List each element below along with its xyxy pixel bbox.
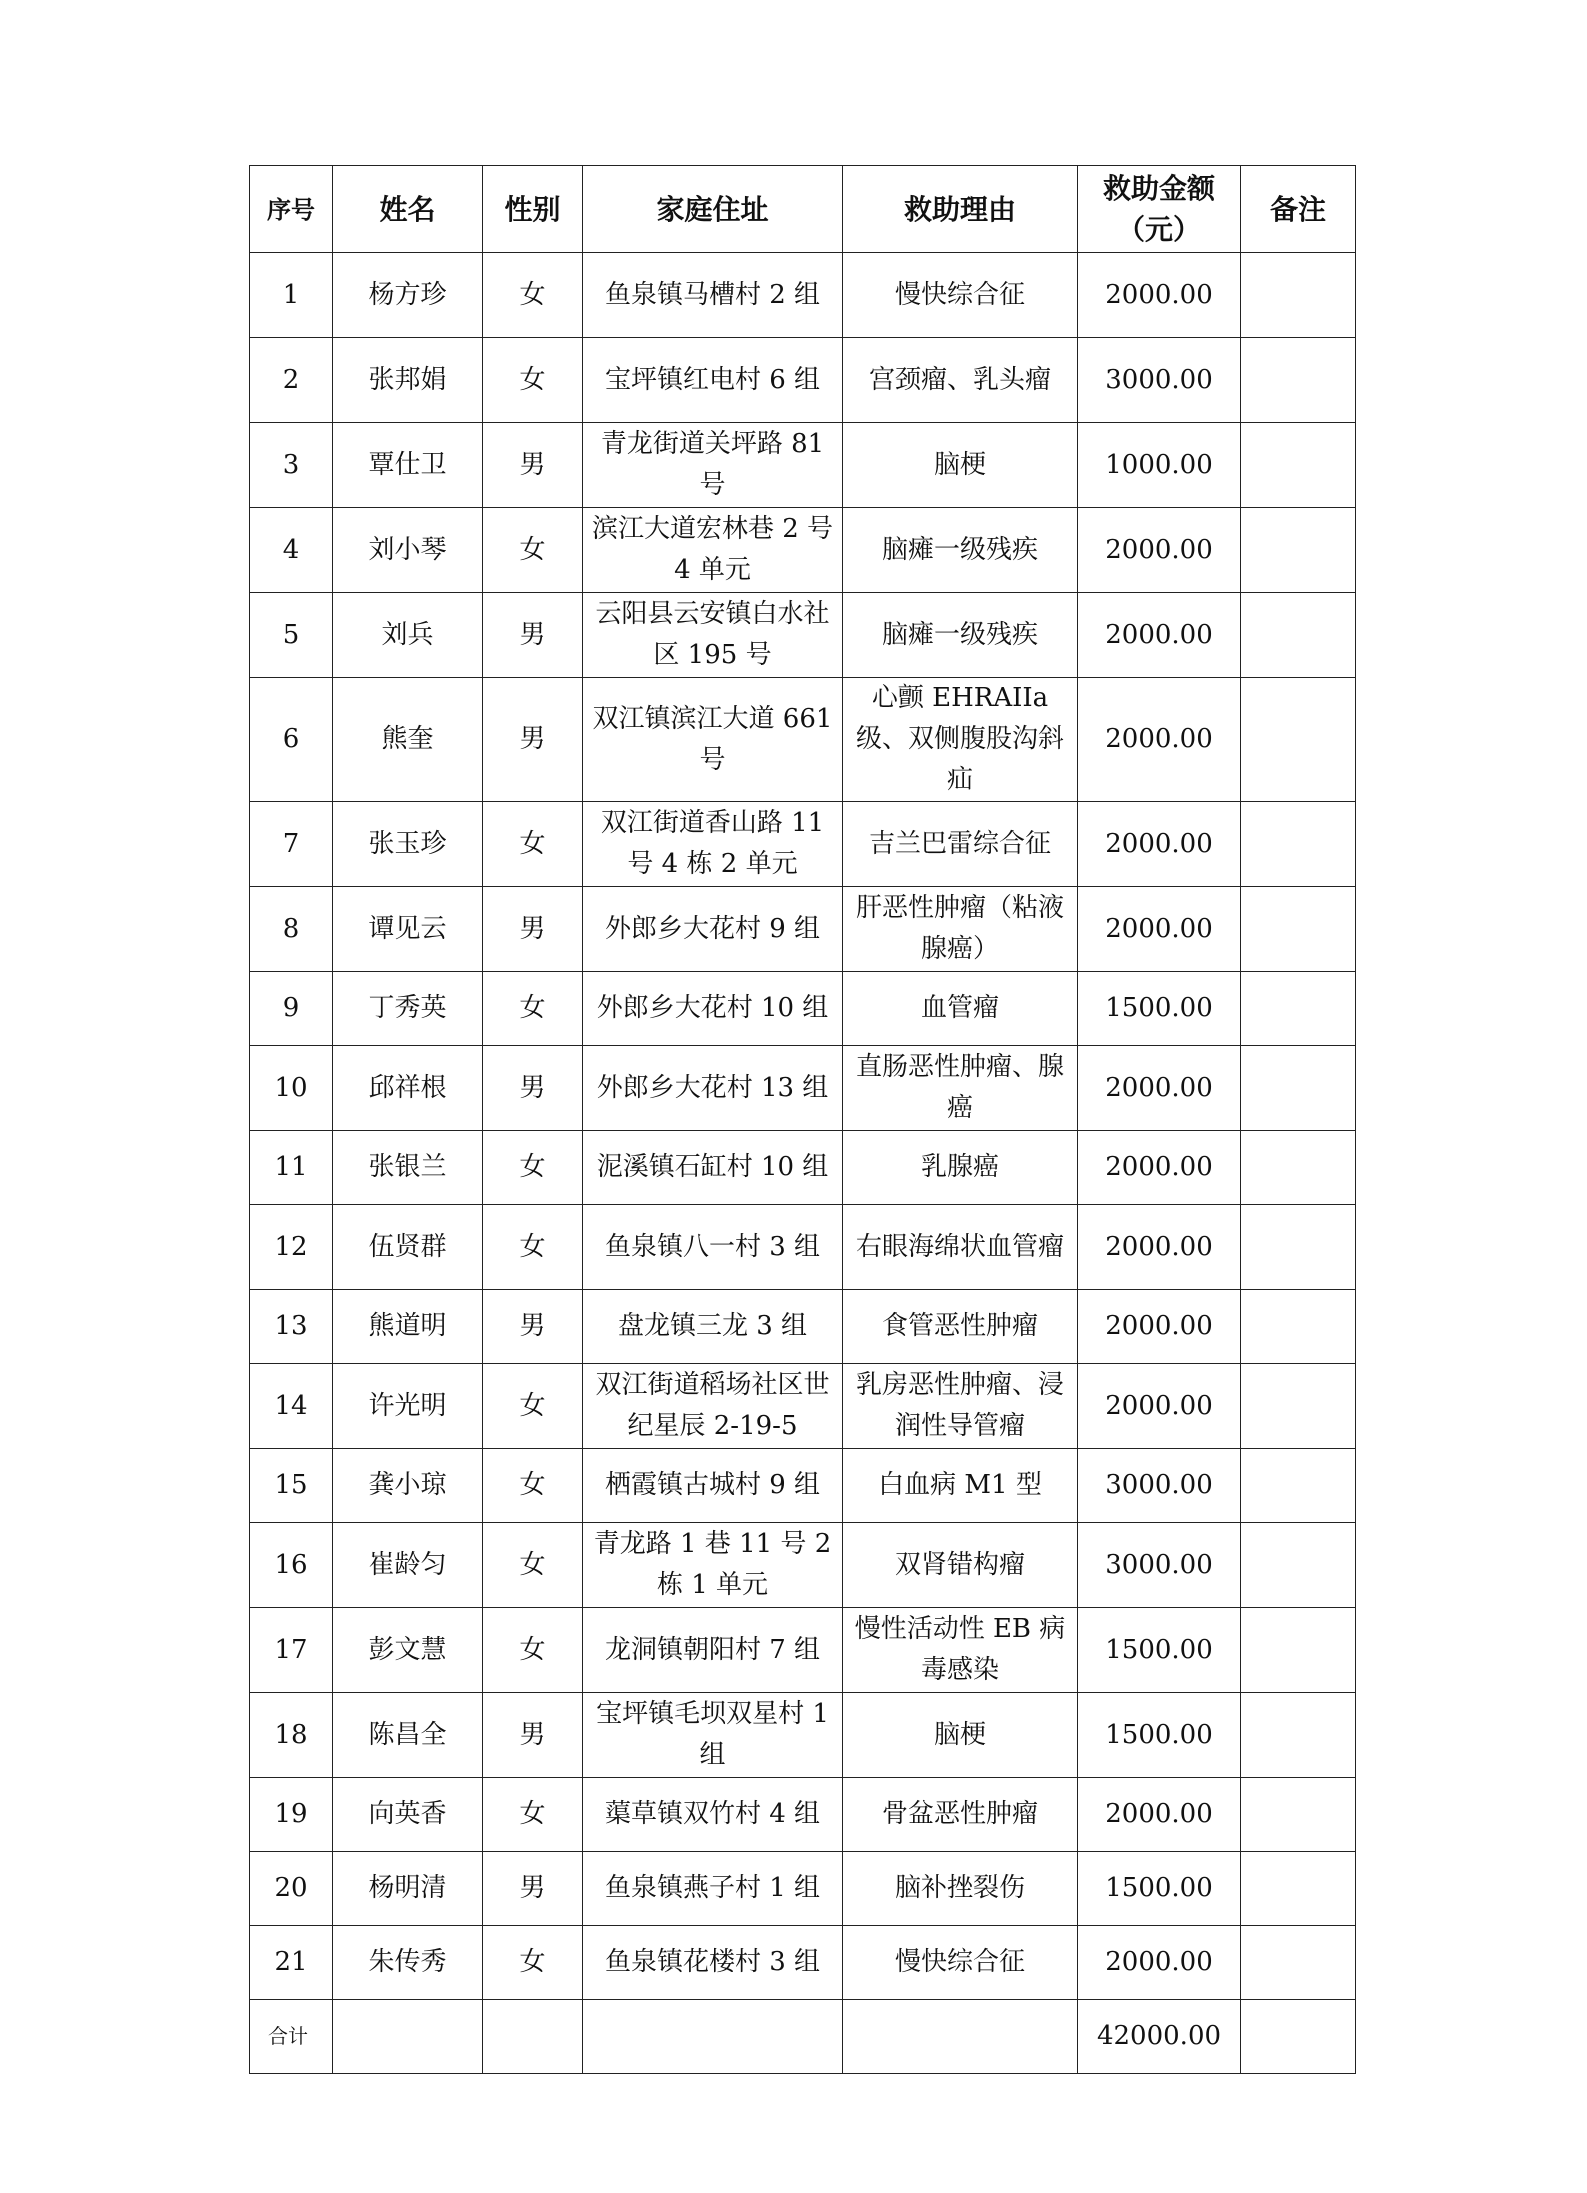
cell-name: 丁秀英 xyxy=(333,972,483,1046)
cell-reason: 宫颈瘤、乳头瘤 xyxy=(843,338,1078,423)
cell-reason: 血管瘤 xyxy=(843,972,1078,1046)
table-row xyxy=(250,1046,1356,1131)
cell-name: 伍贤群 xyxy=(333,1205,483,1290)
cell-address: 鱼泉镇燕子村 1 组 xyxy=(583,1852,843,1926)
cell-gender: 男 xyxy=(483,1693,583,1778)
cell-no: 20 xyxy=(250,1852,333,1926)
cell-gender: 女 xyxy=(483,1926,583,2000)
cell-amount: 2000.00 xyxy=(1078,1131,1241,1205)
cell-no: 7 xyxy=(250,802,333,887)
table-row xyxy=(250,593,1356,678)
cell-no: 1 xyxy=(250,253,333,338)
col-header-address: 家庭住址 xyxy=(583,166,843,253)
cell-remark xyxy=(1241,1693,1356,1778)
cell-amount: 1500.00 xyxy=(1078,1693,1241,1778)
cell-gender: 男 xyxy=(483,593,583,678)
cell-reason: 右眼海绵状血管瘤 xyxy=(843,1205,1078,1290)
cell-no: 21 xyxy=(250,1926,333,2000)
cell-no: 13 xyxy=(250,1290,333,1364)
cell-amount: 2000.00 xyxy=(1078,593,1241,678)
table-header-row xyxy=(250,166,1356,253)
table-row xyxy=(250,1290,1356,1364)
cell-gender: 男 xyxy=(483,1290,583,1364)
cell-address: 外郎乡大花村 13 组 xyxy=(583,1046,843,1131)
relief-table-container xyxy=(249,165,1355,2074)
cell-remark xyxy=(1241,1852,1356,1926)
cell-remark xyxy=(1241,1523,1356,1608)
cell-name: 朱传秀 xyxy=(333,1926,483,2000)
cell-reason: 脑梗 xyxy=(843,423,1078,508)
cell-amount: 2000.00 xyxy=(1078,508,1241,593)
cell-name: 邱祥根 xyxy=(333,1046,483,1131)
cell-address: 宝坪镇红电村 6 组 xyxy=(583,338,843,423)
total-empty-cell xyxy=(843,2000,1078,2074)
cell-address: 外郎乡大花村 9 组 xyxy=(583,887,843,972)
cell-no: 9 xyxy=(250,972,333,1046)
cell-amount: 1000.00 xyxy=(1078,423,1241,508)
cell-reason: 肝恶性肿瘤（粘液腺癌） xyxy=(843,887,1078,972)
cell-remark xyxy=(1241,1778,1356,1852)
cell-amount: 1500.00 xyxy=(1078,1852,1241,1926)
total-empty-cell xyxy=(1241,2000,1356,2074)
col-header-remark: 备注 xyxy=(1241,166,1356,253)
table-row xyxy=(250,1852,1356,1926)
cell-gender: 女 xyxy=(483,1205,583,1290)
cell-name: 杨方珍 xyxy=(333,253,483,338)
col-header-name: 姓名 xyxy=(333,166,483,253)
cell-address: 泥溪镇石缸村 10 组 xyxy=(583,1131,843,1205)
table-row xyxy=(250,1608,1356,1693)
cell-amount: 2000.00 xyxy=(1078,1926,1241,2000)
cell-name: 刘小琴 xyxy=(333,508,483,593)
table-row xyxy=(250,1364,1356,1449)
table-row xyxy=(250,508,1356,593)
cell-reason: 吉兰巴雷综合征 xyxy=(843,802,1078,887)
table-row xyxy=(250,1131,1356,1205)
cell-reason: 乳房恶性肿瘤、浸润性导管瘤 xyxy=(843,1364,1078,1449)
cell-name: 崔龄匀 xyxy=(333,1523,483,1608)
cell-gender: 男 xyxy=(483,1046,583,1131)
cell-no: 10 xyxy=(250,1046,333,1131)
cell-remark xyxy=(1241,338,1356,423)
cell-amount: 2000.00 xyxy=(1078,1046,1241,1131)
total-empty-cell xyxy=(333,2000,483,2074)
cell-no: 8 xyxy=(250,887,333,972)
cell-no: 12 xyxy=(250,1205,333,1290)
cell-no: 2 xyxy=(250,338,333,423)
cell-address: 双江街道稻场社区世纪星辰 2-19-5 xyxy=(583,1364,843,1449)
cell-name: 龚小琼 xyxy=(333,1449,483,1523)
relief-table xyxy=(249,165,1356,2074)
cell-remark xyxy=(1241,1449,1356,1523)
cell-amount: 3000.00 xyxy=(1078,338,1241,423)
cell-reason: 脑瘫一级残疾 xyxy=(843,508,1078,593)
cell-name: 杨明清 xyxy=(333,1852,483,1926)
cell-name: 向英香 xyxy=(333,1778,483,1852)
total-row xyxy=(250,2000,1356,2074)
table-row xyxy=(250,1205,1356,1290)
table-row xyxy=(250,1693,1356,1778)
col-header-amount: 救助金额（元） xyxy=(1078,166,1241,253)
table-row xyxy=(250,678,1356,802)
total-amount: 42000.00 xyxy=(1078,2000,1241,2074)
cell-gender: 女 xyxy=(483,338,583,423)
cell-remark xyxy=(1241,1608,1356,1693)
cell-address: 青龙路 1 巷 11 号 2 栋 1 单元 xyxy=(583,1523,843,1608)
cell-gender: 男 xyxy=(483,678,583,802)
cell-address: 栖霞镇古城村 9 组 xyxy=(583,1449,843,1523)
cell-remark xyxy=(1241,253,1356,338)
cell-remark xyxy=(1241,802,1356,887)
total-empty-cell xyxy=(483,2000,583,2074)
cell-gender: 女 xyxy=(483,508,583,593)
table-row xyxy=(250,887,1356,972)
cell-name: 许光明 xyxy=(333,1364,483,1449)
cell-address: 双江镇滨江大道 661 号 xyxy=(583,678,843,802)
total-label: 合计 xyxy=(250,2000,333,2074)
cell-name: 张银兰 xyxy=(333,1131,483,1205)
cell-name: 陈昌全 xyxy=(333,1693,483,1778)
cell-amount: 1500.00 xyxy=(1078,972,1241,1046)
cell-name: 熊奎 xyxy=(333,678,483,802)
table-row xyxy=(250,1778,1356,1852)
cell-no: 19 xyxy=(250,1778,333,1852)
cell-amount: 2000.00 xyxy=(1078,1290,1241,1364)
cell-gender: 女 xyxy=(483,1523,583,1608)
cell-no: 17 xyxy=(250,1608,333,1693)
cell-amount: 2000.00 xyxy=(1078,678,1241,802)
cell-address: 鱼泉镇马槽村 2 组 xyxy=(583,253,843,338)
cell-gender: 女 xyxy=(483,1449,583,1523)
cell-name: 张邦娟 xyxy=(333,338,483,423)
cell-name: 张玉珍 xyxy=(333,802,483,887)
cell-amount: 2000.00 xyxy=(1078,253,1241,338)
cell-remark xyxy=(1241,972,1356,1046)
cell-address: 盘龙镇三龙 3 组 xyxy=(583,1290,843,1364)
cell-remark xyxy=(1241,1290,1356,1364)
table-body xyxy=(250,253,1356,2074)
table-row xyxy=(250,253,1356,338)
cell-no: 14 xyxy=(250,1364,333,1449)
total-empty-cell xyxy=(583,2000,843,2074)
cell-name: 谭见云 xyxy=(333,887,483,972)
cell-gender: 女 xyxy=(483,1364,583,1449)
table-row xyxy=(250,1926,1356,2000)
cell-address: 外郎乡大花村 10 组 xyxy=(583,972,843,1046)
cell-no: 15 xyxy=(250,1449,333,1523)
cell-reason: 双肾错构瘤 xyxy=(843,1523,1078,1608)
cell-address: 鱼泉镇花楼村 3 组 xyxy=(583,1926,843,2000)
cell-gender: 女 xyxy=(483,802,583,887)
cell-remark xyxy=(1241,1205,1356,1290)
cell-reason: 慢快综合征 xyxy=(843,253,1078,338)
cell-gender: 女 xyxy=(483,972,583,1046)
cell-reason: 白血病 M1 型 xyxy=(843,1449,1078,1523)
cell-amount: 3000.00 xyxy=(1078,1523,1241,1608)
cell-address: 云阳县云安镇白水社区 195 号 xyxy=(583,593,843,678)
cell-reason: 食管恶性肿瘤 xyxy=(843,1290,1078,1364)
cell-address: 滨江大道宏林巷 2 号 4 单元 xyxy=(583,508,843,593)
table-row xyxy=(250,1449,1356,1523)
cell-amount: 2000.00 xyxy=(1078,802,1241,887)
cell-address: 青龙街道关坪路 81 号 xyxy=(583,423,843,508)
cell-gender: 女 xyxy=(483,1778,583,1852)
table-row xyxy=(250,972,1356,1046)
cell-gender: 男 xyxy=(483,423,583,508)
cell-gender: 男 xyxy=(483,1852,583,1926)
table-row xyxy=(250,1523,1356,1608)
cell-name: 刘兵 xyxy=(333,593,483,678)
cell-address: 宝坪镇毛坝双星村 1 组 xyxy=(583,1693,843,1778)
cell-no: 5 xyxy=(250,593,333,678)
cell-remark xyxy=(1241,1131,1356,1205)
cell-name: 覃仕卫 xyxy=(333,423,483,508)
cell-remark xyxy=(1241,1926,1356,2000)
cell-remark xyxy=(1241,593,1356,678)
cell-reason: 直肠恶性肿瘤、腺癌 xyxy=(843,1046,1078,1131)
table-row xyxy=(250,802,1356,887)
table-row xyxy=(250,423,1356,508)
cell-reason: 骨盆恶性肿瘤 xyxy=(843,1778,1078,1852)
cell-reason: 乳腺癌 xyxy=(843,1131,1078,1205)
cell-address: 双江街道香山路 11 号 4 栋 2 单元 xyxy=(583,802,843,887)
cell-no: 3 xyxy=(250,423,333,508)
cell-amount: 2000.00 xyxy=(1078,1205,1241,1290)
cell-no: 11 xyxy=(250,1131,333,1205)
cell-no: 4 xyxy=(250,508,333,593)
cell-name: 彭文慧 xyxy=(333,1608,483,1693)
cell-amount: 2000.00 xyxy=(1078,1364,1241,1449)
cell-gender: 女 xyxy=(483,1608,583,1693)
cell-amount: 2000.00 xyxy=(1078,887,1241,972)
cell-remark xyxy=(1241,887,1356,972)
cell-reason: 脑补挫裂伤 xyxy=(843,1852,1078,1926)
cell-reason: 脑瘫一级残疾 xyxy=(843,593,1078,678)
cell-reason: 慢性活动性 EB 病毒感染 xyxy=(843,1608,1078,1693)
cell-reason: 心颤 EHRAIIa 级、双侧腹股沟斜疝 xyxy=(843,678,1078,802)
cell-name: 熊道明 xyxy=(333,1290,483,1364)
col-header-reason: 救助理由 xyxy=(843,166,1078,253)
col-header-gender: 性别 xyxy=(483,166,583,253)
cell-gender: 女 xyxy=(483,1131,583,1205)
cell-address: 龙洞镇朝阳村 7 组 xyxy=(583,1608,843,1693)
cell-remark xyxy=(1241,678,1356,802)
cell-remark xyxy=(1241,1364,1356,1449)
cell-gender: 男 xyxy=(483,887,583,972)
cell-address: 鱼泉镇八一村 3 组 xyxy=(583,1205,843,1290)
cell-remark xyxy=(1241,423,1356,508)
cell-gender: 女 xyxy=(483,253,583,338)
cell-no: 18 xyxy=(250,1693,333,1778)
cell-remark xyxy=(1241,1046,1356,1131)
cell-reason: 脑梗 xyxy=(843,1693,1078,1778)
cell-reason: 慢快综合征 xyxy=(843,1926,1078,2000)
cell-amount: 2000.00 xyxy=(1078,1778,1241,1852)
cell-amount: 1500.00 xyxy=(1078,1608,1241,1693)
cell-no: 16 xyxy=(250,1523,333,1608)
cell-amount: 3000.00 xyxy=(1078,1449,1241,1523)
cell-no: 6 xyxy=(250,678,333,802)
table-row xyxy=(250,338,1356,423)
col-header-no: 序号 xyxy=(250,166,333,253)
cell-remark xyxy=(1241,508,1356,593)
cell-address: 蕖草镇双竹村 4 组 xyxy=(583,1778,843,1852)
